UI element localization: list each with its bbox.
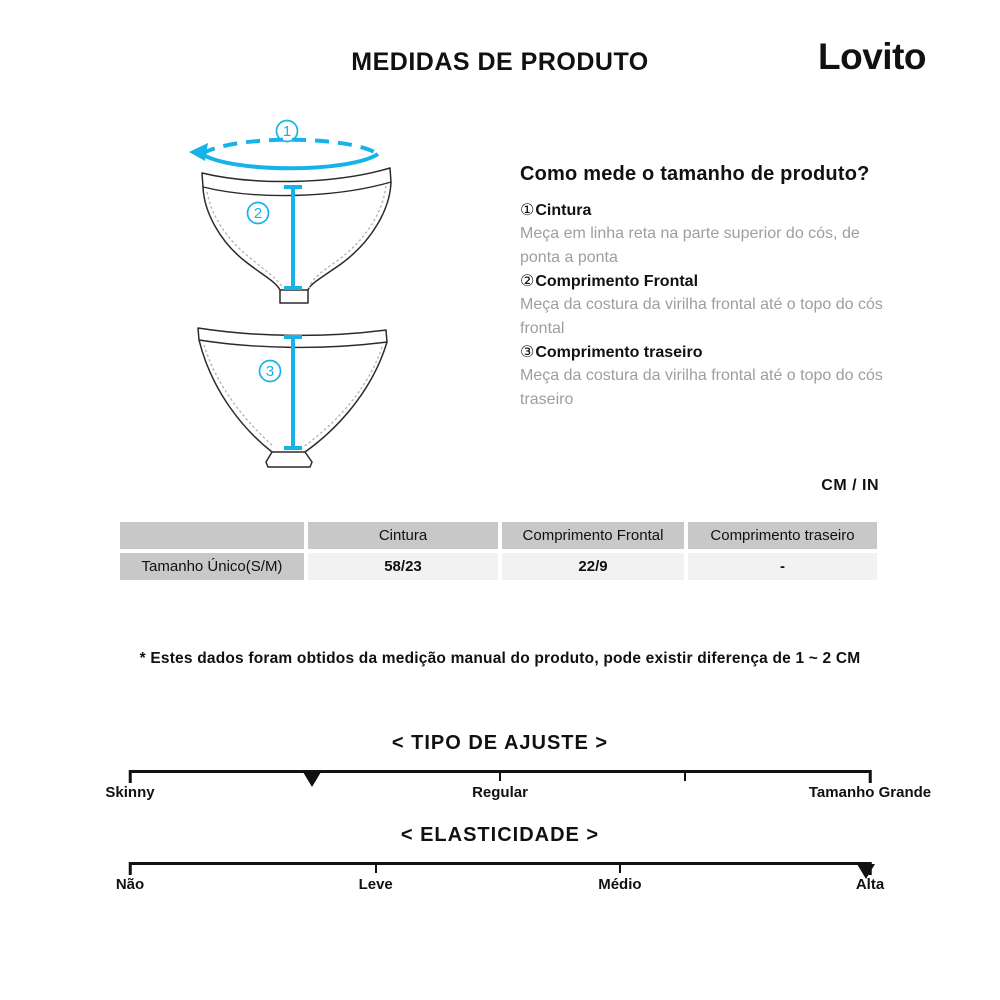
- circled-number-icon: ③: [520, 344, 535, 361]
- measure-arrowhead-icon: [189, 143, 208, 161]
- elasticity-scale-title: < ELASTICIDADE >: [400, 824, 600, 846]
- marker-1-label: 1: [282, 123, 292, 140]
- panty-back-diagram: [186, 320, 406, 475]
- panty-front-diagram: [186, 112, 406, 312]
- elasticity-scale-track: [130, 862, 870, 865]
- how-to-section: [520, 163, 892, 412]
- how-to-item-title: [520, 199, 892, 222]
- elasticity-scale: [115, 823, 885, 896]
- scale-tick: [129, 770, 132, 783]
- size-table-header-comprimento-frontal: Comprimento Frontal: [502, 522, 684, 549]
- scale-tick: [129, 862, 132, 875]
- how-to-item-desc: Meça da costura da virilha frontal até o topo do cós frontal: [520, 296, 883, 337]
- how-to-item-desc: Meça da costura da virilha frontal até o topo do cós traseiro: [520, 367, 883, 408]
- scale-tick: [499, 770, 501, 781]
- scale-label: Não: [115, 876, 145, 893]
- how-to-item-title: [520, 270, 892, 293]
- how-to-item-back-length: [520, 341, 892, 412]
- scale-tick: [684, 770, 686, 781]
- how-to-item-front-length: [520, 270, 892, 341]
- scale-label: Leve: [358, 876, 393, 893]
- fit-type-scale-labels: [105, 784, 932, 804]
- size-table-row-label: Tamanho Único(S/M): [120, 553, 304, 580]
- scale-tick: [375, 862, 377, 873]
- how-to-item-desc: Meça em linha reta na parte superior do cós, de ponta a ponta: [520, 225, 860, 266]
- how-to-item-title-text: Comprimento Frontal: [535, 273, 699, 290]
- fit-type-scale-track: [130, 770, 870, 773]
- size-table-header-cintura: Cintura: [308, 522, 498, 549]
- scale-tick: [619, 862, 621, 873]
- scale-label: Regular: [472, 784, 528, 801]
- circled-number-icon: ②: [520, 273, 535, 290]
- size-table-corner-cell: [120, 522, 304, 549]
- how-to-item-waist: [520, 199, 892, 270]
- how-to-item-title-text: Comprimento traseiro: [535, 344, 703, 361]
- marker-3-label: 3: [265, 363, 275, 380]
- size-table: [120, 522, 877, 580]
- how-to-item-title: [520, 341, 892, 364]
- waist-measure-solid-arc: [202, 154, 378, 168]
- fit-type-scale: [105, 731, 932, 804]
- size-table-value-comprimento-traseiro: -: [688, 553, 877, 580]
- scale-label: Tamanho Grande: [808, 784, 932, 801]
- scale-label: Alta: [855, 876, 885, 893]
- fit-type-scale-title: < TIPO DE AJUSTE >: [391, 732, 609, 754]
- circled-number-1-icon: [277, 121, 298, 142]
- how-to-item-title-text: Cintura: [535, 202, 592, 219]
- scale-label: Médio: [598, 876, 642, 893]
- page-title: MEDIDAS DE PRODUTO: [351, 48, 649, 76]
- size-table-data-row: [120, 553, 877, 580]
- units-label: CM / IN: [821, 477, 879, 494]
- measurement-disclaimer: * Estes dados foram obtidos da medição manual do produto, pode existir diferença de 1 ~ 2 CM: [139, 650, 861, 667]
- marker-2-label: 2: [253, 205, 263, 222]
- elasticity-scale-labels: [115, 876, 885, 896]
- size-table-value-cintura: 58/23: [308, 553, 498, 580]
- how-to-heading: Como mede o tamanho de produto?: [520, 163, 870, 185]
- scale-tick: [869, 770, 872, 783]
- circled-number-icon: ①: [520, 202, 535, 219]
- size-table-value-comprimento-frontal: 22/9: [502, 553, 684, 580]
- brand-logo: Lovito: [818, 36, 926, 77]
- size-table-header-comprimento-traseiro: Comprimento traseiro: [688, 522, 877, 549]
- scale-label: Skinny: [105, 784, 155, 801]
- size-table-header-row: [120, 522, 877, 549]
